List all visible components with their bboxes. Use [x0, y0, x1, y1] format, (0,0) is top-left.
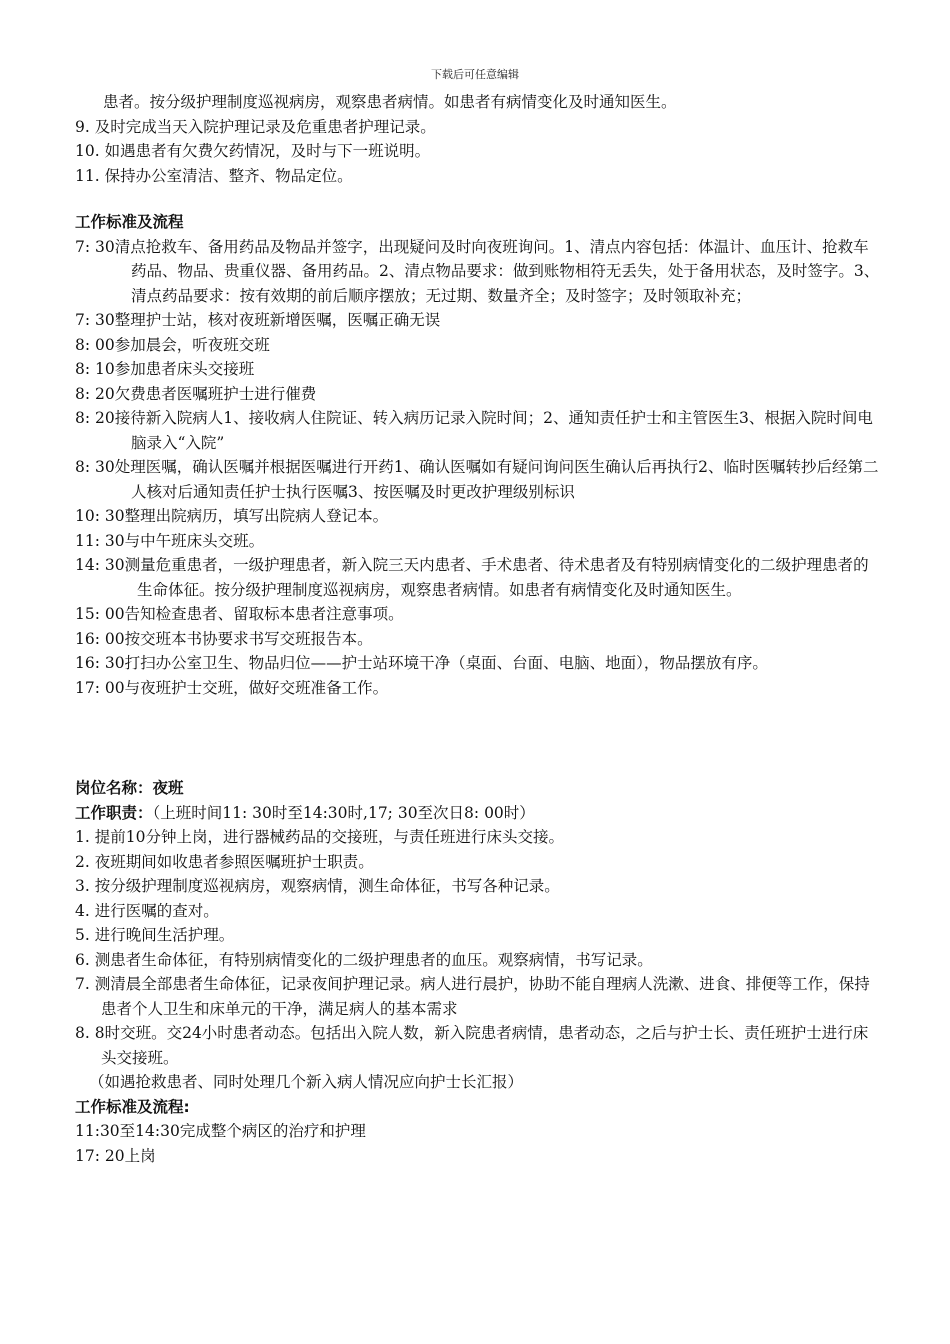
duty-label: 工作职责：	[75, 803, 153, 822]
section-heading: 工作标准及流程:	[75, 1097, 190, 1116]
duty-text: 7. 测清晨全部患者生命体征，记录夜间护理记录。病人进行晨护，协助不能自理病人洗漱、进食、排便等工作，保持患者个人卫生和床单元的干净，满足病人的基本需求	[75, 975, 870, 1018]
section-heading: 工作标准及流程	[75, 213, 184, 231]
schedule-item: 8: 10参加患者床头交接班	[75, 360, 255, 378]
schedule-item: 16: 00按交班本书协要求书写交班报告本。	[75, 629, 373, 648]
schedule-item: 15: 00告知检查患者、留取标本患者注意事项。	[75, 605, 404, 623]
post-name: 夜班	[152, 779, 184, 797]
list-item: 9. 及时完成当天入院护理记录及危重患者护理记录。	[75, 117, 436, 136]
duty-item	[75, 1021, 880, 1070]
schedule-item: 11:30至14:30完成整个病区的治疗和护理	[75, 1122, 366, 1140]
post-title-line	[75, 776, 880, 801]
schedule-item: 11: 30与中午班床头交班。	[75, 531, 265, 550]
duty-item: 6. 测患者生命体征，有特别病情变化的二级护理患者的血压。观察病情，书写记录。	[75, 950, 653, 969]
schedule-text: 8: 20接待新入院病人1、接收病人住院证、转入病历记录入院时间；2、通知责任护士和主管医生3、根据入院时间电脑录入“入院”	[75, 409, 873, 452]
page-header: 下载后可任意编辑	[431, 68, 519, 81]
schedule-item: 8: 20欠费患者医嘱班护士进行催费	[75, 384, 317, 403]
duty-note: （如遇抢救患者、同时处理几个新入病人情况应向护士长汇报）	[89, 1073, 524, 1091]
schedule-item: 10: 30整理出院病历，填写出院病人登记本。	[75, 507, 389, 525]
document-body	[75, 90, 880, 1168]
continued-line: 患者。按分级护理制度巡视病房，观察患者病情。如患者有病情变化及时通知医生。	[103, 93, 677, 111]
schedule-item: 17: 00与夜班护士交班，做好交班准备工作。	[75, 678, 389, 697]
duty-item: 2. 夜班期间如收患者参照医嘱班护士职责。	[75, 852, 374, 871]
duty-time: （上班时间11: 30时至14:30时,17; 30至次日8: 00时）	[152, 803, 535, 822]
duty-text: 8. 8时交班。交24小时患者动态。包括出入院人数，新入院患者病情，患者动态，之后与护士长、责任班护士进行床头交接班。	[75, 1024, 869, 1067]
schedule-item	[75, 455, 880, 504]
post-label: 岗位名称：	[75, 779, 153, 797]
list-item: 11. 保持办公室清洁、整齐、物品定位。	[75, 166, 353, 185]
schedule-text: 8: 30处理医嘱，确认医嘱并根据医嘱进行开药1、确认医嘱如有疑问询问医生确认后再执行2、临时医嘱转抄后经第二人核对后通知责任护士执行医嘱3、按医嘱及时更改护理级别标识	[75, 458, 879, 501]
schedule-text: 14: 30测量危重患者，一级护理患者，新入院三天内患者、手术患者、待术患者及有特别病情变化的二级护理患者的生命体征。按分级护理制度巡视病房，观察患者病情。如患者有病情变化及时通知医生。	[75, 556, 869, 599]
schedule-item: 7: 30整理护士站，核对夜班新增医嘱，医嘱正确无误	[75, 311, 441, 329]
duty-item: 5. 进行晚间生活护理。	[75, 926, 235, 944]
duty-title-line	[75, 801, 880, 826]
duty-item	[75, 972, 880, 1021]
schedule-text: 7: 30清点抢救车、备用药品及物品并签字，出现疑问及时向夜班询问。1、清点内容包括：体温计、血压计、抢救车药品、物品、贵重仪器、备用药品。2、清点物品要求：做到账物相符无丢失，处于备用状态，及时签字。3、清点药品要求：按有效期的前后顺序摆放；无过期、数量齐全；及时签字；及时领取补充；	[75, 237, 880, 305]
schedule-text: 16: 30打扫办公室卫生、物品归位——护士站环境干净（桌面、台面、电脑、地面），物品摆放有序。	[75, 654, 768, 672]
schedule-item	[75, 406, 880, 455]
duty-item: 4. 进行医嘱的查对。	[75, 901, 219, 920]
schedule-item	[75, 651, 880, 676]
schedule-item: 17: 20上岗	[75, 1146, 156, 1165]
duty-item: 3. 按分级护理制度巡视病房，观察病情，测生命体征，书写各种记录。	[75, 877, 560, 895]
list-item: 10. 如遇患者有欠费欠药情况，及时与下一班说明。	[75, 142, 431, 160]
schedule-item: 8: 00参加晨会，听夜班交班	[75, 335, 270, 354]
duty-item: 1. 提前10分钟上岗，进行器械药品的交接班，与责任班进行床头交接。	[75, 828, 564, 846]
schedule-item	[75, 235, 880, 309]
schedule-item	[75, 553, 880, 602]
